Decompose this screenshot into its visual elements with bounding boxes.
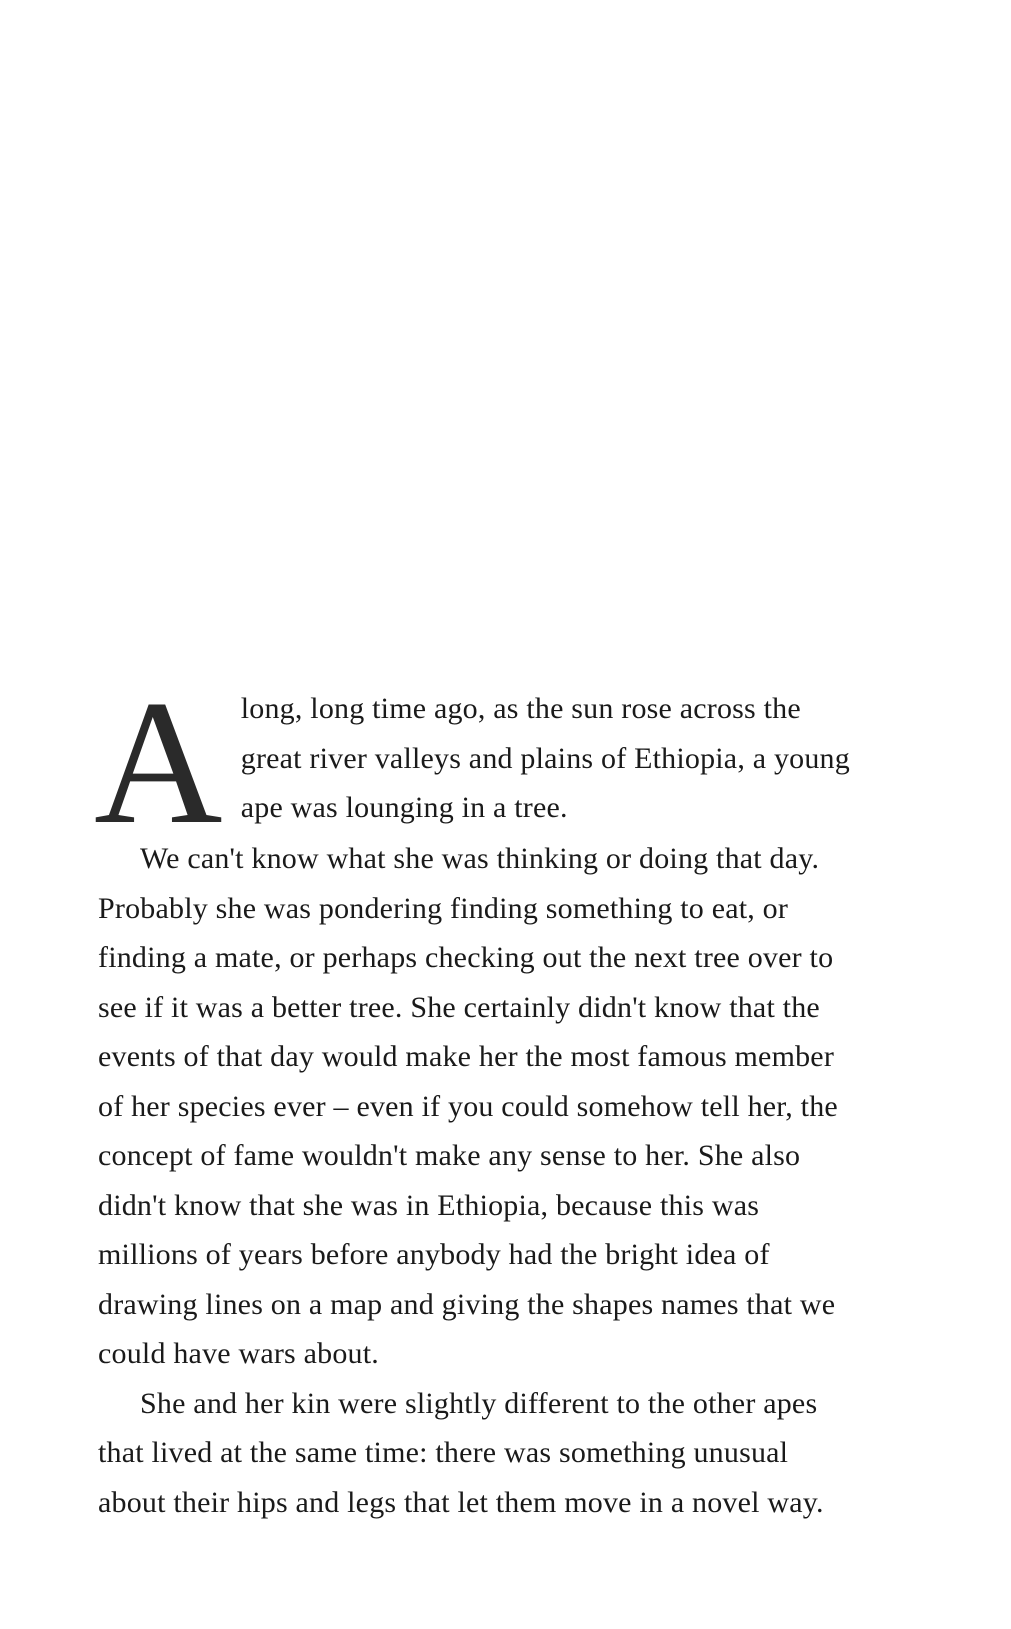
text-line: could have wars about. [98,1337,379,1370]
text-line: of her species ever – even if you could somehow tell her, the [98,1089,838,1123]
text-line: great river valleys and plains of Ethiopia, a young [240,741,850,775]
drop-cap: A [94,663,223,861]
text-line: about their hips and legs that let them move in a novel way. [98,1485,824,1519]
text-line: ape was lounging in a tree. [240,791,568,824]
text-line: millions of years before anybody had the bright idea of [98,1238,770,1271]
text-line: that lived at the same time: there was something unusual [98,1436,789,1469]
text-line: She and her kin were slightly different to the other apes [140,1386,818,1420]
text-line: long, long time ago, as the sun rose across the [240,692,801,725]
paragraph-3 [98,1379,924,1528]
text-line: We can't know what she was thinking or doing that day. [140,842,820,875]
text-line: didn't know that she was in Ethiopia, because this was [98,1188,760,1222]
text-line: Probably she was pondering finding something to eat, or [98,891,789,925]
text-line: drawing lines on a map and giving the shapes names that we [98,1287,836,1321]
text-line: events of that day would make her the most famous member [98,1040,835,1073]
text-line: concept of fame wouldn't make any sense to her. She also [98,1139,801,1172]
paragraph-2 [98,834,924,1379]
text-line: see if it was a better tree. She certainly didn't know that the [98,990,820,1024]
body-text [94,663,924,1527]
text-line: finding a mate, or perhaps checking out the next tree over to [98,941,834,974]
